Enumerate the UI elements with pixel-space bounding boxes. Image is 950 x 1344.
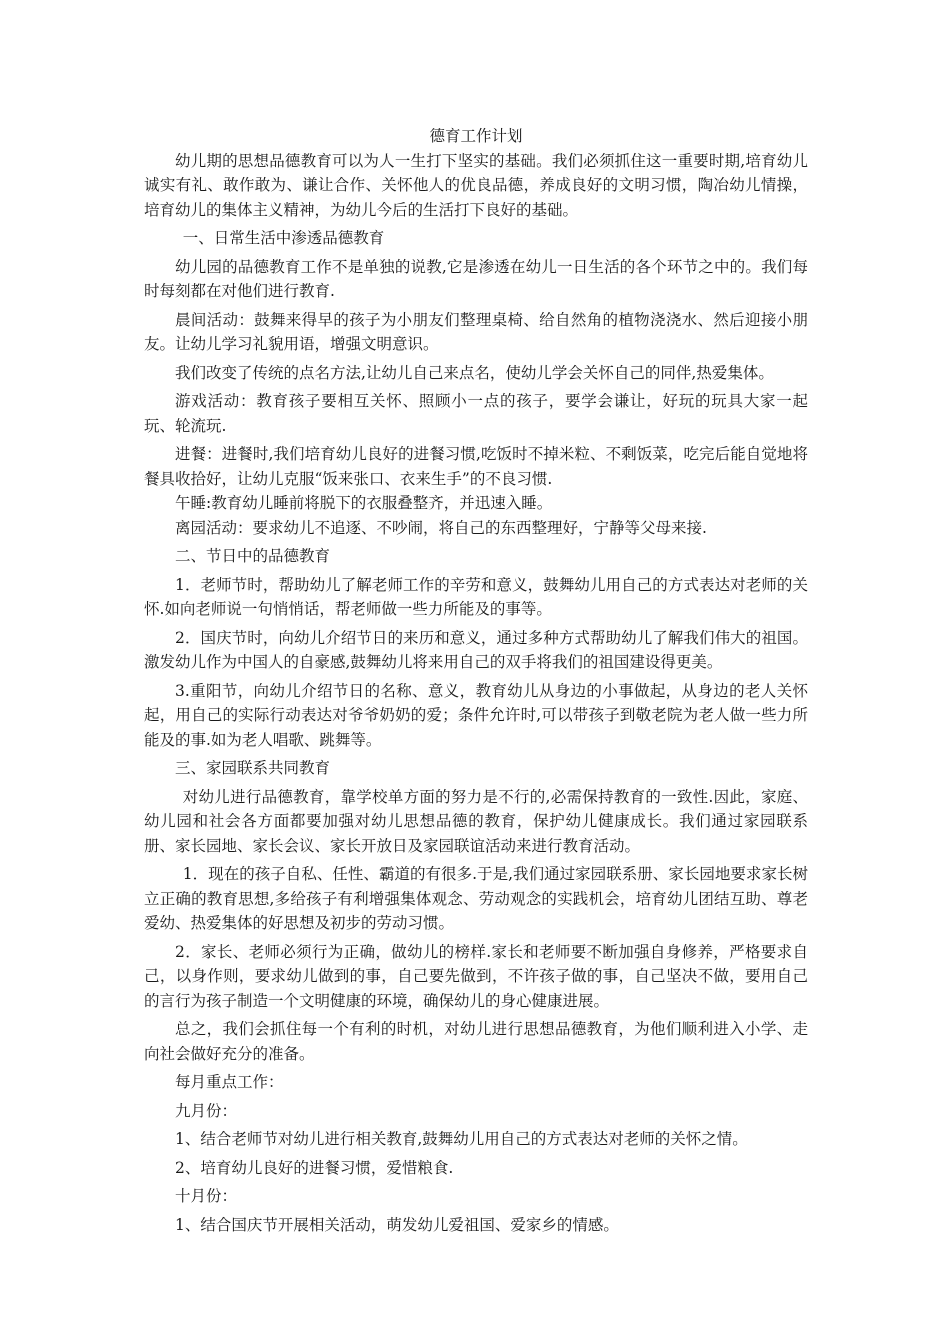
paragraph: 游戏活动：教育孩子要相互关怀、照顾小一点的孩子，要学会谦让，好玩的玩具大家一起玩、轮流玩.	[144, 392, 808, 435]
paragraph: 对幼儿进行品德教育，靠学校单方面的努力是不行的,必需保持教育的一致性.因此，家庭、幼儿园和社会各方面都要加强对幼儿思想品德的教育，保护幼儿健康成长。我们通过家园联系册、家长园地、家长会议、家长开放日及家园联谊活动来进行教育活动。	[144, 787, 808, 855]
list-item: 1、结合国庆节开展相关活动，萌发幼儿爱祖国、爱家乡的情感。	[175, 1215, 619, 1234]
paragraph: 我们改变了传统的点名方法,让幼儿自己来点名，使幼儿学会关怀自己的同伴,热爱集体。	[175, 363, 774, 382]
section-heading-3: 三、家园联系共同教育	[175, 759, 331, 777]
section-heading-1: 一、日常生活中渗透品德教育	[182, 229, 385, 247]
paragraph: 进餐：进餐时,我们培育幼儿良好的进餐习惯,吃饭时不掉米粒、不剩饭菜，吃完后能自觉地将餐具收拾好，让幼儿克服“饭来张口、衣来生手”的不良习惯.	[144, 445, 808, 488]
document-title: 德育工作计划	[429, 127, 523, 145]
list-item: 3.重阳节，向幼儿介绍节日的名称、意义，教育幼儿从身边的小事做起，从身边的老人关怀起，用自己的实际行动表达对爷爷奶奶的爱；条件允许时,可以带孩子到敬老院为老人做一些力所能及的事.如为老人唱歌、跳舞等。	[144, 681, 808, 749]
subheading-month: 九月份：	[175, 1101, 238, 1120]
subheading-monthly: 每月重点工作：	[175, 1073, 284, 1091]
document-page	[144, 124, 808, 1237]
paragraph: 晨间活动：鼓舞来得早的孩子为小朋友们整理桌椅、给自然角的植物浇浇水、然后迎接小朋友。让幼儿学习礼貌用语，增强文明意识。	[144, 310, 808, 353]
paragraph: 离园活动：要求幼儿不追逐、不吵闹，将自己的东西整理好，宁静等父母来接.	[175, 518, 707, 537]
paragraph: 午睡:教育幼儿睡前将脱下的衣服叠整齐，并迅速入睡。	[175, 494, 553, 512]
subheading-month: 十月份：	[175, 1187, 238, 1205]
paragraph: 幼儿园的品德教育工作不是单独的说教,它是渗透在幼儿一日生活的各个环节之中的。我们每时每刻都在对他们进行教育.	[144, 257, 808, 300]
list-item: 1．现在的孩子自私、任性、霸道的有很多.于是,我们通过家园联系册、家长园地要求家长树立正确的教育思想,多给孩子有利增强集体观念、劳动观念的实践机会，培育幼儿团结互助、尊老爱幼、热爱集体的好思想及初步的劳动习惯。	[144, 865, 808, 932]
list-item: 1、结合老师节对幼儿进行相关教育,鼓舞幼儿用自己的方式表达对老师的关怀之情。	[175, 1130, 748, 1148]
list-item: 2．家长、老师必须行为正确，做幼儿的榜样.家长和老师要不断加强自身修养，严格要求自己，以身作则，要求幼儿做到的事，自己要先做到，不许孩子做的事，自己坚决不做，要用自己的言行为孩子制造一个文明健康的环境，确保幼儿的身心健康进展。	[144, 942, 808, 1010]
section-heading-2: 二、节日中的品德教育	[175, 547, 331, 565]
paragraph: 总之，我们会抓住每一个有利的时机，对幼儿进行思想品德教育，为他们顺利进入小学、走向社会做好充分的准备。	[144, 1020, 808, 1063]
list-item: 2．国庆节时，向幼儿介绍节日的来历和意义，通过多种方式帮助幼儿了解我们伟大的祖国。激发幼儿作为中国人的自豪感,鼓舞幼儿将来用自己的双手将我们的祖国建设得更美。	[144, 628, 808, 671]
list-item: 2、培育幼儿良好的进餐习惯，爱惜粮食.	[175, 1158, 454, 1177]
list-item: 1．老师节时，帮助幼儿了解老师工作的辛劳和意义，鼓舞幼儿用自己的方式表达对老师的关怀.如向老师说一句悄悄话，帮老师做一些力所能及的事等。	[144, 575, 808, 618]
intro-paragraph: 幼儿期的思想品德教育可以为人一生打下坚实的基础。我们必须抓住这一重要时期,培育幼儿诚实有礼、敢作敢为、谦让合作、关怀他人的优良品德，养成良好的文明习惯，陶冶幼儿情操，培育幼儿的集体主义精神，为幼儿今后的生活打下良好的基础。	[144, 151, 808, 219]
